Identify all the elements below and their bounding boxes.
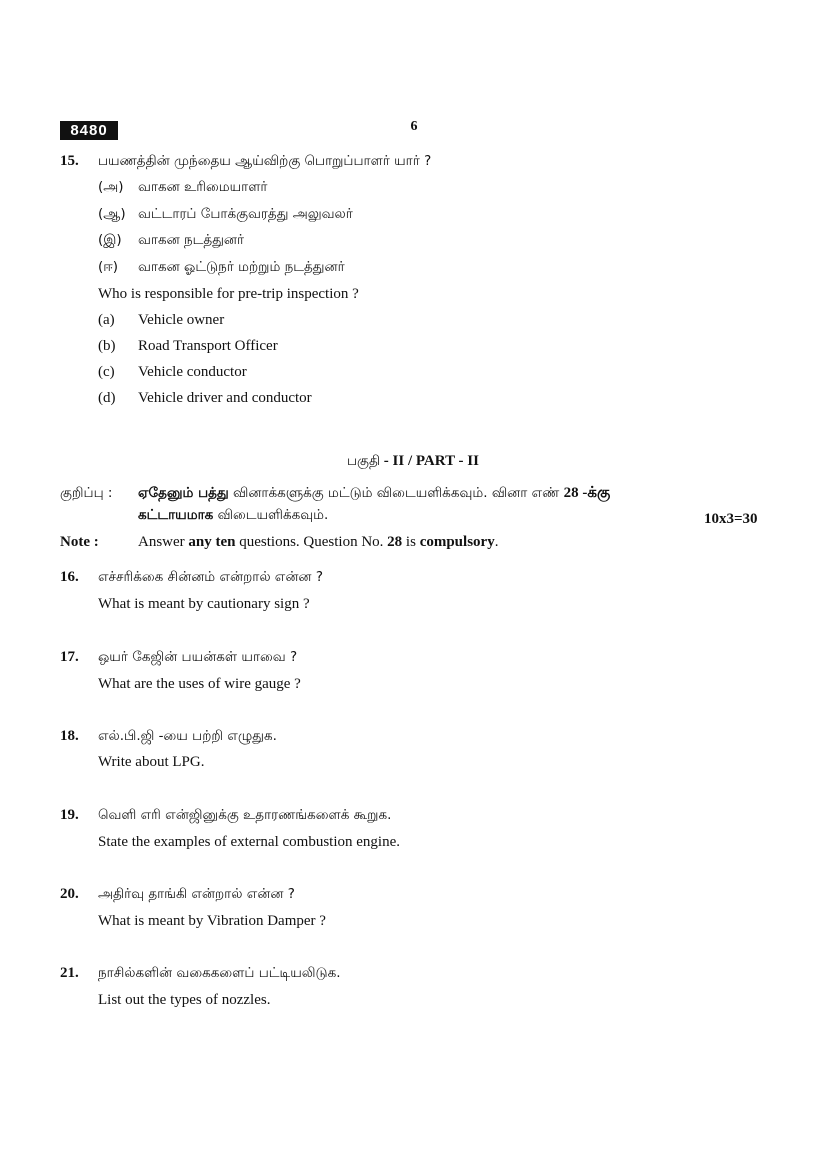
option-text: வாகன நடத்துனர் [138, 232, 245, 248]
note-en-bold: 28 [387, 534, 403, 550]
option-label: (a) [98, 312, 115, 328]
note-tamil-text: வினாக்களுக்கு மட்டும் விடையளிக்கவும். வினா எண் [228, 485, 564, 501]
note-en-text: . [494, 534, 499, 550]
option-text: வாகன உரிமையாளர் [138, 179, 268, 195]
question-english: Who is responsible for pre-trip inspection ? [98, 286, 359, 302]
option-label: (அ) [98, 179, 124, 195]
note-english-text [138, 532, 498, 552]
option-text: Vehicle owner [138, 312, 225, 328]
note-en-text: Answer [138, 534, 189, 550]
note-en-text: questions. Question No. [235, 534, 388, 550]
option-text: வட்டாரப் போக்குவரத்து அலுவலர் [138, 206, 353, 222]
option-text: Vehicle conductor [138, 364, 247, 380]
part-heading [0, 451, 826, 471]
note-tamil-line2 [138, 505, 328, 525]
note-en-text: is [402, 534, 420, 550]
question-english: List out the types of nozzles. [98, 992, 271, 1008]
page-number: 6 [410, 119, 418, 134]
question-number: 17. [60, 649, 79, 665]
option-label: (c) [98, 364, 115, 380]
question-number: 21. [60, 965, 79, 981]
question-english: What is meant by cautionary sign ? [98, 596, 310, 612]
question-english: Write about LPG. [98, 754, 205, 770]
note-tamil-bold: ஏதேனும் பத்து [138, 485, 229, 501]
question-number: 16. [60, 569, 79, 585]
note-en-bold: compulsory [419, 534, 495, 550]
question-tamil: நாசில்களின் வகைகளைப் பட்டியலிடுக. [98, 965, 341, 981]
question-number: 19. [60, 807, 79, 823]
question-tamil: வெளி எரி என்ஜினுக்கு உதாரணங்களைக் கூறுக. [98, 807, 392, 823]
note-tamil-text: விடையளிக்கவும். [213, 507, 329, 523]
part-heading-tamil: பகுதி [347, 453, 381, 469]
note-tamil-line1 [138, 483, 610, 503]
question-tamil: எச்சரிக்கை சின்னம் என்றால் என்ன ? [98, 569, 323, 585]
option-text: Road Transport Officer [138, 338, 278, 354]
option-text: வாகன ஓட்டுநர் மற்றும் நடத்துனர் [138, 259, 345, 275]
question-english: What are the uses of wire gauge ? [98, 676, 301, 692]
option-label: (ஆ) [98, 206, 126, 222]
option-text: Vehicle driver and conductor [138, 390, 312, 406]
note-english-label: Note : [60, 534, 99, 550]
note-tamil-label: குறிப்பு : [60, 485, 113, 501]
question-english: State the examples of external combustion engine. [98, 834, 400, 850]
question-english: What is meant by Vibration Damper ? [98, 913, 326, 929]
question-tamil: அதிர்வு தாங்கி என்றால் என்ன ? [98, 886, 295, 902]
option-label: (இ) [98, 232, 122, 248]
question-number: 18. [60, 728, 79, 744]
question-number: 15. [60, 153, 79, 169]
question-tamil: பயணத்தின் முந்தைய ஆய்விற்கு பொறுப்பாளர் யார் ? [98, 153, 432, 169]
question-tamil: எல்.பி.ஜி -யை பற்றி எழுதுக. [98, 728, 277, 744]
question-tamil: ஒயர் கேஜின் பயன்கள் யாவை ? [98, 649, 298, 665]
marks-allocation: 10x3=30 [704, 511, 758, 527]
option-label: (ஈ) [98, 259, 119, 275]
option-label: (b) [98, 338, 116, 354]
note-en-bold: any ten [188, 534, 236, 550]
question-number: 20. [60, 886, 79, 902]
note-tamil-bold: 28 -க்கு [563, 485, 611, 501]
note-tamil-bold: கட்டாயமாக [138, 507, 214, 523]
paper-code-badge: 8480 [60, 121, 118, 140]
option-label: (d) [98, 390, 116, 406]
part-heading-english: - II / PART - II [380, 453, 479, 469]
